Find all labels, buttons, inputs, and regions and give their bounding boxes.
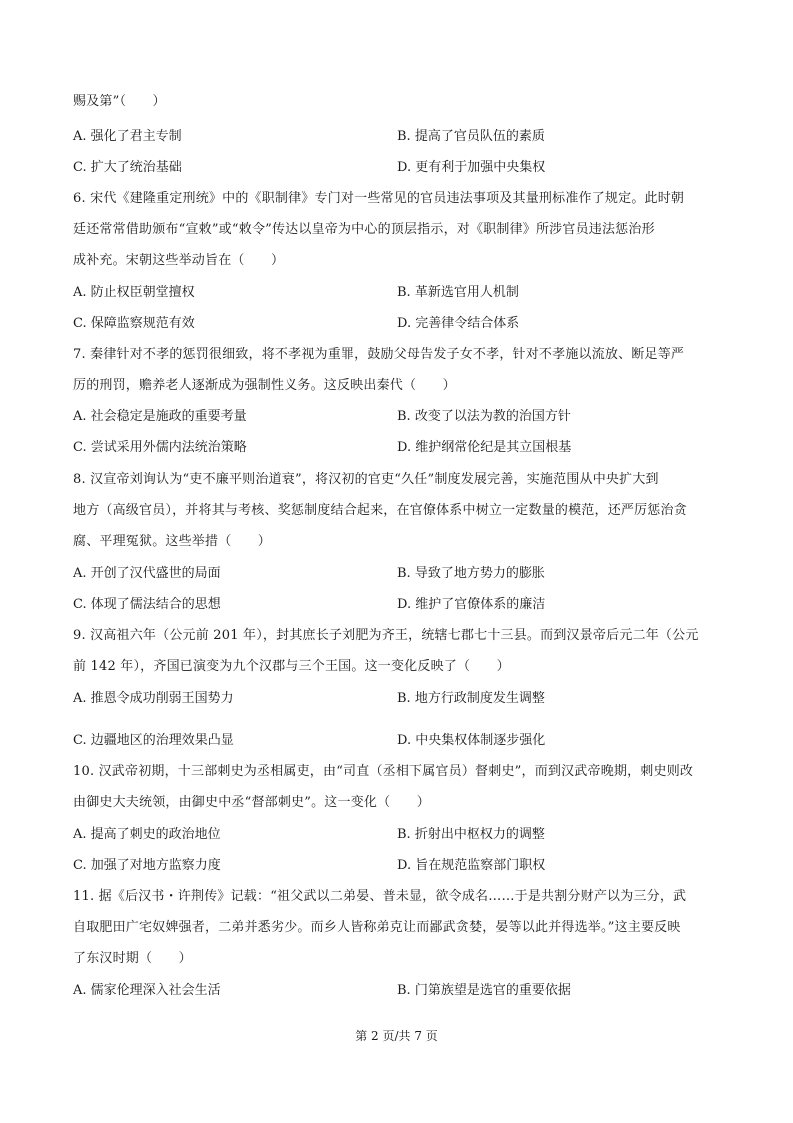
question-6-stem-line: 6. 宋代《建隆重定刑统》中的《职制律》专门对一些常见的官员违法事项及其量刑标准作了规定。此时朝 [73,191,685,206]
question-9-option-a: A. 推恩令成功削弱王国势力 [73,691,234,706]
question-7-stem-line: 厉的刑罚，赡养老人逐渐成为强制性义务。这反映出秦代（ ） [73,378,456,393]
question-9-stem-line: 前 142 年），齐国已演变为九个汉郡与三个王国。这一变化反映了（ ） [73,659,510,674]
question-7-option-a: A. 社会稳定是施政的重要考量 [73,409,247,424]
question-11-option-b: B. 门第族望是选官的重要依据 [397,983,571,998]
question-9-option-d: D. 中央集权体制逐步强化 [397,733,546,748]
question-11-stem-line: 自取肥田广宅奴婢强者，二弟并悉劣少。而乡人皆称弟克让而鄙武贪婪，晏等以此并得选举。”这主要反映 [73,920,681,935]
question-7-option-b: B. 改变了以法为教的治国方针 [397,409,571,424]
question-10-option-b: B. 折射出中枢权力的调整 [397,827,545,842]
question-9-option-b: B. 地方行政制度发生调整 [397,691,545,706]
question-6-option-d: D. 完善律令结合体系 [397,316,520,331]
question-10-option-a: A. 提高了刺史的政治地位 [73,827,221,842]
question-8-option-b: B. 导致了地方势力的膨胀 [397,566,545,581]
question-11-stem-line: 11. 据《后汉书・许荆传》记载：“祖父武以二弟晏、普未显，欲令成名……于是共割分财产以为三分，武 [73,889,687,904]
question-8-option-a: A. 开创了汉代盛世的局面 [73,566,221,581]
question-6-option-c: C. 保障监察规范有效 [73,316,195,331]
question-5-option-b: B. 提高了官员队伍的素质 [397,129,545,144]
question-10-stem-line: 由御史大夫统领，由御史中丞“督部刺史”。这一变化（ ） [73,795,430,810]
question-5-option-c: C. 扩大了统治基础 [73,160,182,175]
question-6-stem-line: 廷还常常借助颁布“宣敕”或“敕令”传达以皇帝为中心的顶层指示，对《职制律》所涉官员违法惩治形 [73,222,655,237]
question-5-stem-end: 赐及第”（ ） [73,94,166,109]
question-6-option-b: B. 革新选官用人机制 [397,285,519,300]
question-8-stem-line: 腐、平理冤狱。这些举措（ ） [73,534,272,549]
question-6-stem-line: 成补充。宋朝这些举动旨在（ ） [73,253,285,268]
question-7-stem-line: 7. 秦律针对不孝的惩罚很细致，将不孝视为重罪，鼓励父母告发子女不孝，针对不孝施以流放、断足等严 [73,347,685,362]
question-10-option-c: C. 加强了对地方监察力度 [73,858,221,873]
question-10-stem-line: 10. 汉武帝初期，十三部刺史为丞相属吏，由“司直（丞相下属官员）督刺史”，而到汉武帝晚期，刺史则改 [73,764,694,779]
question-8-option-d: D. 维护了官僚体系的廉洁 [397,597,546,612]
question-11-stem-line: 了东汉时期（ ） [73,951,192,966]
question-7-option-d: D. 维护纲常伦纪是其立国根基 [397,440,572,455]
page-number-footer: 第 2 页/共 7 页 [355,1029,438,1043]
question-5-option-d: D. 更有利于加强中央集权 [397,160,546,175]
question-8-option-c: C. 体现了儒法结合的思想 [73,597,221,612]
question-5-option-a: A. 强化了君主专制 [73,129,182,144]
question-9-stem-line: 9. 汉高祖六年（公元前 201 年），封其庶长子刘肥为齐王，统辖七郡七十三县。而到汉景帝后元二年（公元 [73,628,699,643]
question-6-option-a: A. 防止权臣朝堂擅权 [73,285,195,300]
question-10-option-d: D. 旨在规范监察部门职权 [397,858,546,873]
question-8-stem-line: 地方（高级官员），并将其与考核、奖惩制度结合起来，在官僚体系中树立一定数量的模范，还严厉惩治贪 [73,503,687,518]
question-7-option-c: C. 尝试采用外儒内法统治策略 [73,440,247,455]
question-9-option-c: C. 边疆地区的治理效果凸显 [73,733,234,748]
question-11-option-a: A. 儒家伦理深入社会生活 [73,983,221,998]
question-8-stem-line: 8. 汉宣帝刘询认为“吏不廉平则治道衰”，将汉初的官吏“久任”制度发展完善，实施范围从中央扩大到 [73,472,659,487]
